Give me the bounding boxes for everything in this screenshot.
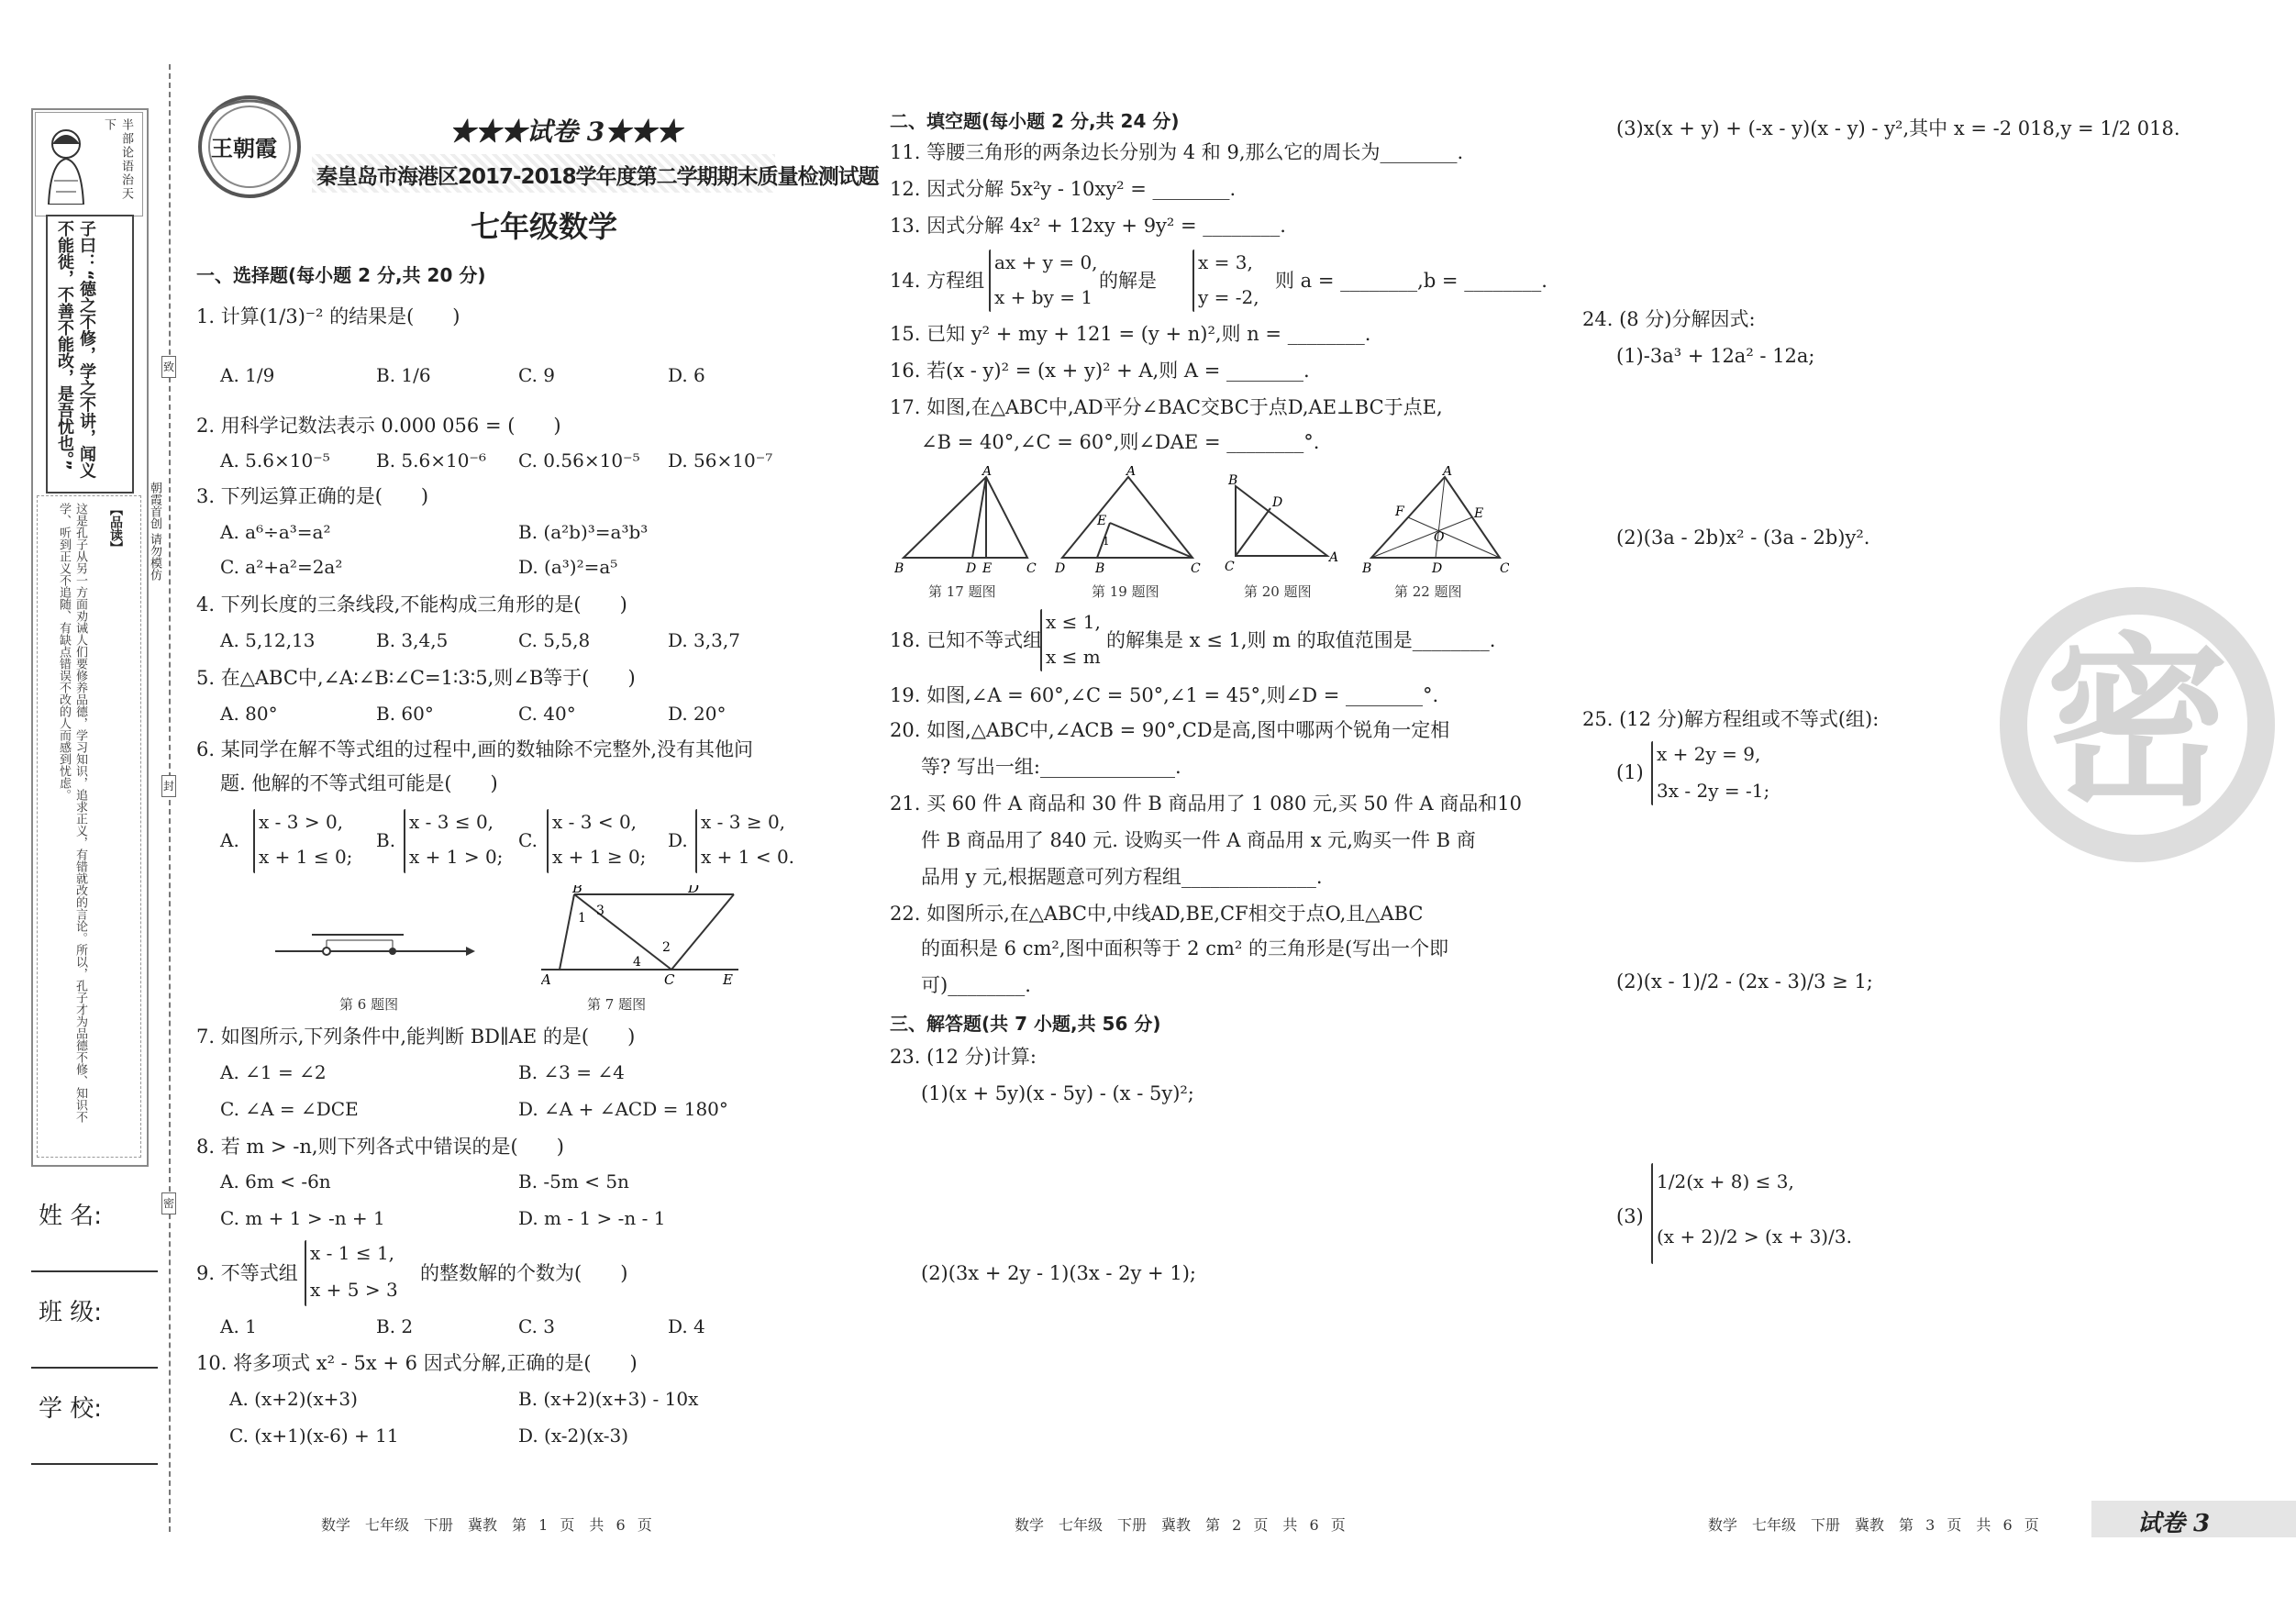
- seal-line: [169, 64, 171, 1532]
- svg-text:D: D: [966, 561, 977, 576]
- q4-opt-c: C. 5,5,8: [518, 629, 591, 651]
- figure-17: [894, 466, 1041, 576]
- svg-text:O: O: [1434, 530, 1445, 545]
- q20-line1: 20. 如图,△ABC中,∠ACB = 90°,CD是高,图中哪两个锐角一定相: [890, 719, 1450, 741]
- svg-text:1: 1: [1103, 535, 1110, 548]
- q10-opt-a: A. (x+2)(x+3): [229, 1388, 358, 1410]
- q18-brace: [1040, 609, 1042, 671]
- q2-opt-b: B. 5.6×10⁻⁶: [376, 449, 486, 471]
- q19: 19. 如图,∠A = 60°,∠C = 50°,∠1 = 45°,则∠D = ________°.: [890, 684, 1439, 706]
- figure-20-caption: 第 20 题图: [1244, 583, 1312, 600]
- q13: 13. 因式分解 4x² + 12xy + 9y² = ________.: [890, 215, 1286, 237]
- q14-l2: x + by = 1: [994, 286, 1093, 308]
- q2-opt-a: A. 5.6×10⁻⁵: [220, 449, 330, 471]
- name-line[interactable]: [31, 1270, 158, 1272]
- q9-l1: x - 1 ≤ 1,: [310, 1242, 395, 1264]
- q6-line2: 题. 他解的不等式组可能是( ): [220, 772, 498, 794]
- q5: 5. 在△ABC中,∠A∶∠B∶∠C=1∶3∶5,则∠B等于( ): [196, 667, 636, 689]
- q16: 16. 若(x - y)² = (x + y)² + A,则 A = ________.: [890, 360, 1310, 382]
- q8-opt-c: C. m + 1 > -n + 1: [220, 1207, 385, 1229]
- q7-opt-d: D. ∠A + ∠ACD = 180°: [518, 1098, 728, 1120]
- q14-sol-brace: [1192, 250, 1194, 312]
- class-line[interactable]: [31, 1367, 158, 1369]
- q1-opt-b: B. 1/6: [376, 364, 431, 386]
- q21-line2: 件 B 商品用了 840 元. 设购买一件 A 商品用 x 元,购买一件 B 商: [921, 829, 1476, 851]
- q3-opt-a: A. a⁶÷a³=a²: [220, 521, 331, 543]
- q8-opt-b: B. -5m < 5n: [518, 1170, 629, 1192]
- svg-text:B: B: [1228, 473, 1238, 488]
- q17-line2: ∠B = 40°,∠C = 60°,则∠DAE = ________°.: [921, 431, 1320, 453]
- q6-b-brace: [404, 809, 405, 873]
- q14-text: 14. 方程组: [890, 270, 985, 292]
- q3-opt-b: B. (a²b)³=a³b³: [518, 521, 649, 543]
- figure-6-caption: 第 6 题图: [339, 996, 399, 1013]
- q10: 10. 将多项式 x² - 5x + 6 因式分解,正确的是( ): [196, 1352, 638, 1374]
- q4-opt-d: D. 3,3,7: [668, 629, 740, 651]
- q5-opt-a: A. 80°: [220, 703, 278, 725]
- q1-opt-a: A. 1/9: [220, 364, 275, 386]
- school-label: 学 校:: [39, 1395, 103, 1423]
- q4-opt-b: B. 3,4,5: [376, 629, 449, 651]
- svg-text:D: D: [1272, 495, 1283, 510]
- q14-brace: [989, 250, 991, 312]
- svg-text:C: C: [1026, 561, 1037, 576]
- section2-title: 二、填空题(每小题 2 分,共 24 分): [890, 110, 1180, 132]
- q23-1: (1)(x + 5y)(x - 5y) - (x - 5y)²;: [921, 1082, 1194, 1104]
- logo-name: 王朝霞: [211, 135, 277, 161]
- svg-text:A: A: [1329, 550, 1339, 565]
- q6-d-l1: x - 3 ≥ 0,: [701, 811, 786, 833]
- q25-3-l1: 1/2(x + 8) ≤ 3,: [1657, 1170, 1794, 1192]
- svg-text:C: C: [1225, 560, 1235, 574]
- q18-text: 18. 已知不等式组: [890, 629, 1043, 651]
- q25-3-brace: [1651, 1163, 1653, 1264]
- q9-opt-d: D. 4: [668, 1315, 705, 1337]
- q5-opt-d: D. 20°: [668, 703, 727, 725]
- q3: 3. 下列运算正确的是( ): [196, 485, 429, 507]
- reading-text: 这是孔子从另一方面劝诫人们要修养品德，学习知识，追求正义，有错就改的言论。所以，孔子才为品德不修、知识不学、听到正义不追随、有缺点错误不改的人而感到忧虑。: [57, 503, 87, 1123]
- q6-opt-a: A.: [220, 829, 239, 851]
- q22-line2: 的面积是 6 cm²,图中面积等于 2 cm² 的三角形是(写出一个即: [921, 937, 1449, 959]
- q6-c-l2: x + 1 ≥ 0;: [552, 846, 647, 868]
- motto-head: 半部论语治天下: [102, 118, 133, 201]
- figure-17-caption: 第 17 题图: [928, 583, 996, 600]
- q9-l2: x + 5 > 3: [310, 1279, 398, 1301]
- q24-1: (1)-3a³ + 12a² - 12a;: [1616, 345, 1815, 367]
- copyright-warning: 朝霞首创 请勿模仿: [148, 482, 161, 582]
- q9-text: 9. 不等式组: [196, 1262, 298, 1284]
- q15: 15. 已知 y² + my + 121 = (y + n)²,则 n = ________.: [890, 323, 1371, 345]
- sidebar-dotted-border: [37, 495, 141, 1158]
- q23-2: (2)(3x + 2y - 1)(3x - 2y + 1);: [921, 1262, 1196, 1284]
- q14-l1: ax + y = 0,: [994, 251, 1098, 273]
- seal-mark-mi: 密: [161, 1192, 176, 1214]
- brand-logo: [194, 94, 305, 200]
- q7: 7. 如图所示,下列条件中,能判断 BD∥AE 的是( ): [196, 1026, 636, 1048]
- exam-number: ★★★试卷 3★★★: [449, 116, 682, 147]
- q1-opt-c: C. 9: [518, 364, 556, 386]
- q18-l2: x ≤ m: [1046, 646, 1101, 668]
- q18-l1: x ≤ 1,: [1046, 611, 1101, 633]
- svg-text:E: E: [982, 561, 993, 576]
- q8: 8. 若 m > -n,则下列各式中错误的是( ): [196, 1136, 564, 1158]
- q7-opt-c: C. ∠A = ∠DCE: [220, 1098, 359, 1120]
- q23: 23. (12 分)计算:: [890, 1046, 1037, 1068]
- exam-title: 秦皇岛市海港区2017-2018学年度第二学期期末质量检测试题: [316, 165, 879, 189]
- section3-title: 三、解答题(共 7 小题,共 56 分): [890, 1013, 1161, 1035]
- class-label: 班 级:: [39, 1299, 103, 1326]
- q23-3: (3)x(x + y) + (-x - y)(x - y) - y²,其中 x = -2 018,y = 1/2 018.: [1616, 117, 2180, 139]
- q25-3-label: (3): [1616, 1205, 1644, 1227]
- svg-text:A: A: [541, 971, 551, 986]
- q4: 4. 下列长度的三条线段,不能构成三角形的是( ): [196, 593, 627, 616]
- reading-label: 【品读】: [108, 503, 123, 554]
- q6-line1: 6. 某同学在解不等式组的过程中,画的数轴除不完整外,没有其他问: [196, 738, 754, 760]
- q3-opt-d: D. (a³)²=a⁵: [518, 556, 618, 578]
- seal-mark-feng: 封: [161, 775, 176, 797]
- q22-line3: 可)________.: [921, 974, 1031, 996]
- q6-c-brace: [547, 809, 549, 873]
- figure-20: [1225, 466, 1344, 576]
- q14-s2: y = -2,: [1198, 286, 1259, 308]
- svg-text:D: D: [1055, 561, 1066, 576]
- figure-19-caption: 第 19 题图: [1092, 583, 1159, 600]
- q21-line1: 21. 买 60 件 A 商品和 30 件 B 商品用了 1 080 元,买 50 件 A 商品和10: [890, 793, 1522, 815]
- q10-opt-b: B. (x+2)(x+3) - 10x: [518, 1388, 699, 1410]
- q5-opt-b: B. 60°: [376, 703, 434, 725]
- svg-text:B: B: [1095, 561, 1105, 576]
- q14-s1: x = 3,: [1198, 251, 1253, 273]
- q9-brace: [305, 1240, 306, 1306]
- q9-text2: 的整数解的个数为( ): [420, 1262, 628, 1284]
- q3-opt-c: C. a²+a²=2a²: [220, 556, 343, 578]
- q6-a-l1: x - 3 > 0,: [259, 811, 344, 833]
- figure-7: [541, 885, 743, 986]
- q6-opt-c: C.: [518, 829, 538, 851]
- motto-head-box: [35, 112, 143, 216]
- q25-2: (2)(x - 1)/2 - (2x - 3)/3 ≥ 1;: [1616, 970, 1873, 993]
- q8-opt-d: D. m - 1 > -n - 1: [518, 1207, 666, 1229]
- q9-opt-b: B. 2: [376, 1315, 414, 1337]
- q1-opt-d: D. 6: [668, 364, 705, 386]
- footer-page2: 数学 七年级 下册 冀教 第 2 页 共 6 页: [1015, 1516, 1346, 1534]
- q24-2: (2)(3a - 2b)x² - (3a - 2b)y².: [1616, 527, 1870, 549]
- svg-text:E: E: [1474, 506, 1484, 521]
- seal-watermark: 密: [2000, 587, 2275, 862]
- q14-text2: 的解是: [1099, 270, 1157, 292]
- name-label: 姓 名:: [39, 1203, 103, 1230]
- svg-text:C: C: [1191, 561, 1201, 576]
- svg-text:A: A: [982, 466, 993, 479]
- figure-7-caption: 第 7 题图: [587, 996, 647, 1013]
- q14-text3: 则 a = ________,b = ________.: [1275, 270, 1547, 292]
- q2-opt-d: D. 56×10⁻⁷: [668, 449, 773, 471]
- figure-22: [1362, 466, 1509, 576]
- svg-text:E: E: [723, 971, 733, 986]
- confucius-quote: 子曰：“德之不修，学之不讲，闻义不能徙，不善不能改，是吾忧也。”: [55, 220, 96, 479]
- q25-1-label: (1): [1616, 761, 1644, 783]
- subject-title: 七年级数学: [471, 209, 618, 244]
- q6-a-brace: [253, 809, 255, 873]
- q1: 1. 计算(1/3)⁻² 的结果是( ): [196, 305, 460, 327]
- q10-opt-d: D. (x-2)(x-3): [518, 1425, 629, 1447]
- q11: 11. 等腰三角形的两条边长分别为 4 和 9,那么它的周长为________.: [890, 141, 1464, 163]
- q4-opt-a: A. 5,12,13: [220, 629, 316, 651]
- q18-text2: 的解集是 x ≤ 1,则 m 的取值范围是________.: [1106, 629, 1496, 651]
- q2: 2. 用科学记数法表示 0.000 056 = ( ): [196, 415, 561, 437]
- section1-title: 一、选择题(每小题 2 分,共 20 分): [196, 264, 486, 286]
- q2-opt-c: C. 0.56×10⁻⁵: [518, 449, 640, 471]
- q24: 24. (8 分)分解因式:: [1582, 308, 1756, 330]
- q10-opt-c: C. (x+1)(x-6) + 11: [229, 1425, 399, 1447]
- svg-text:B: B: [1362, 561, 1372, 576]
- svg-text:D: D: [1432, 561, 1443, 576]
- svg-text:D: D: [688, 885, 700, 896]
- footer-page1: 数学 七年级 下册 冀教 第 1 页 共 6 页: [321, 1516, 652, 1534]
- footer-exam-label: 试卷 3: [2137, 1510, 2211, 1537]
- q12: 12. 因式分解 5x²y - 10xy² = ________.: [890, 178, 1237, 200]
- q6-b-l2: x + 1 > 0;: [409, 846, 504, 868]
- figure-22-caption: 第 22 题图: [1394, 583, 1462, 600]
- svg-text:C: C: [664, 971, 675, 986]
- svg-text:1: 1: [578, 911, 586, 926]
- q6-c-l1: x - 3 < 0,: [552, 811, 638, 833]
- svg-text:A: A: [1126, 466, 1137, 479]
- svg-text:A: A: [1443, 466, 1453, 479]
- school-line[interactable]: [31, 1463, 158, 1465]
- q9-opt-a: A. 1: [220, 1315, 257, 1337]
- q6-d-l2: x + 1 < 0.: [701, 846, 795, 868]
- q6-b-l1: x - 3 ≤ 0,: [409, 811, 494, 833]
- svg-text:B: B: [572, 885, 583, 896]
- q20-line2: 等? 写出一组:______________.: [921, 756, 1181, 778]
- svg-text:2: 2: [662, 940, 671, 955]
- svg-text:4: 4: [633, 955, 641, 970]
- q9-opt-c: C. 3: [518, 1315, 556, 1337]
- q7-opt-a: A. ∠1 = ∠2: [220, 1061, 327, 1083]
- figure-19: [1055, 466, 1211, 576]
- q21-line3: 品用 y 元,根据题意可列方程组______________.: [921, 866, 1323, 888]
- q25-1-l1: x + 2y = 9,: [1657, 743, 1761, 765]
- q8-opt-a: A. 6m < -6n: [220, 1170, 331, 1192]
- svg-text:3: 3: [596, 904, 605, 918]
- svg-text:E: E: [1097, 514, 1107, 528]
- q17-line1: 17. 如图,在△ABC中,AD平分∠BAC交BC于点D,AE⊥BC于点E,: [890, 396, 1443, 418]
- q6-a-l2: x + 1 ≤ 0;: [259, 846, 353, 868]
- q6-opt-d: D.: [668, 829, 688, 851]
- q5-opt-c: C. 40°: [518, 703, 576, 725]
- q22-line1: 22. 如图所示,在△ABC中,中线AD,BE,CF相交于点O,且△ABC: [890, 903, 1424, 925]
- q6-d-brace: [695, 809, 697, 873]
- figure-6-number-line: [275, 922, 477, 977]
- footer-page3: 数学 七年级 下册 冀教 第 3 页 共 6 页: [1708, 1516, 2039, 1534]
- svg-text:B: B: [894, 561, 904, 576]
- q25: 25. (12 分)解方程组或不等式(组):: [1582, 708, 1880, 730]
- q25-1-l2: 3x - 2y = -1;: [1657, 780, 1770, 802]
- svg-text:F: F: [1395, 505, 1404, 519]
- sage-figure: [41, 126, 91, 205]
- svg-text:C: C: [1500, 561, 1509, 576]
- q6-opt-b: B.: [376, 829, 396, 851]
- seal-mark-zhi: 致: [161, 356, 176, 378]
- q25-1-brace: [1651, 741, 1653, 805]
- q25-3-l2: (x + 2)/2 > (x + 3)/3.: [1657, 1225, 1852, 1248]
- q7-opt-b: B. ∠3 = ∠4: [518, 1061, 625, 1083]
